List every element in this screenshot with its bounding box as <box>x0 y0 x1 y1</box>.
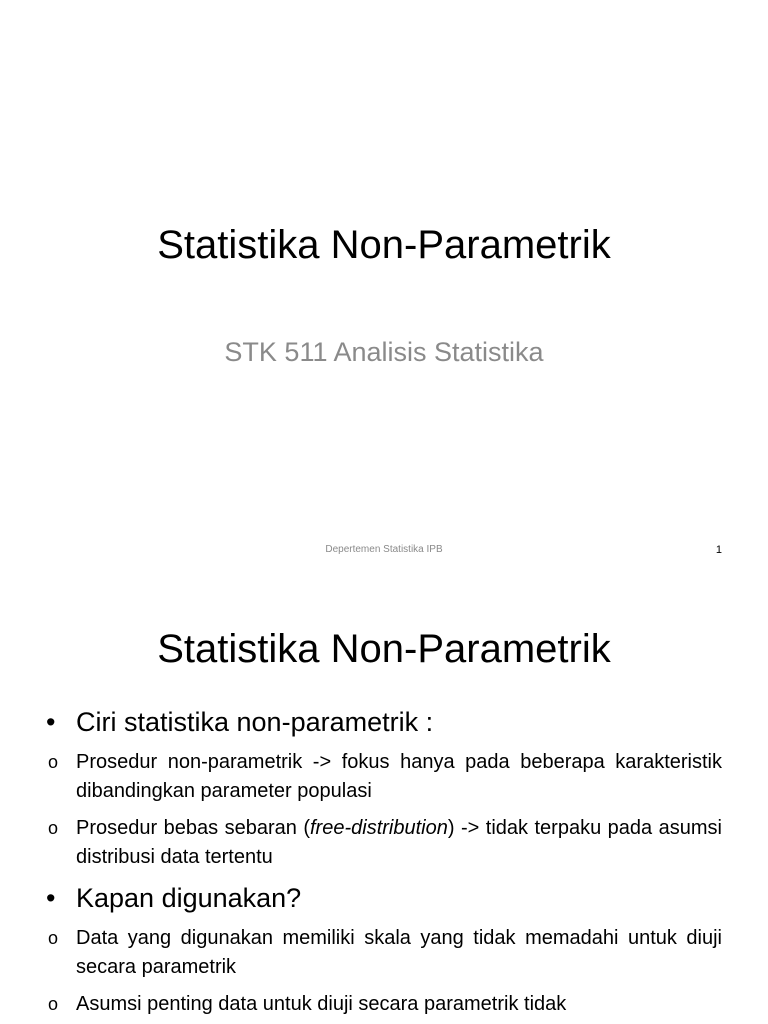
bullet-heading: Ciri statistika non-parametrik : <box>76 707 434 737</box>
sub-bullet-marker: o <box>48 752 59 772</box>
sub-bullet-item <box>44 924 722 982</box>
sub-bullet-item <box>44 990 722 1019</box>
sub-bullet-item <box>44 814 722 872</box>
slide-footer: Depertemen Statistika IPB <box>325 544 443 555</box>
slide-content <box>44 704 722 1024</box>
sub-bullet-text: Data yang digunakan memiliki skala yang tidak memadahi untuk diuji secara parametrik <box>76 927 722 978</box>
sub-bullet-text: Prosedur bebas sebaran ( <box>76 817 310 839</box>
sub-bullet-item <box>44 748 722 806</box>
sub-bullet-text: Asumsi penting data untuk diuji secara parametrik tidak <box>76 993 567 1015</box>
sub-bullet-text: Prosedur non-parametrik -> fokus hanya pada beberapa karakteristik dibandingkan parameter populasi <box>76 751 722 802</box>
slide-2 <box>0 576 768 1024</box>
sub-bullet-italic-text: free-distribution <box>310 817 448 839</box>
bullet-item <box>44 704 722 740</box>
slide-title: Statistika Non-Parametrik <box>157 627 611 671</box>
bullet-marker: • <box>46 883 56 913</box>
bullet-marker: • <box>46 707 56 737</box>
sub-bullet-marker: o <box>48 994 59 1014</box>
slide-title: Statistika Non-Parametrik <box>157 223 611 267</box>
bullet-heading: Kapan digunakan? <box>76 883 302 913</box>
page-number: 1 <box>715 544 722 556</box>
sub-bullet-marker: o <box>48 928 59 948</box>
sub-bullet-text: ) -> tidak terpaku pada asumsi distribusi data tertentu <box>76 817 722 868</box>
bullet-item <box>44 880 722 916</box>
sub-bullet-marker: o <box>48 818 59 838</box>
slide-subtitle: STK 511 Analisis Statistika <box>224 337 544 367</box>
